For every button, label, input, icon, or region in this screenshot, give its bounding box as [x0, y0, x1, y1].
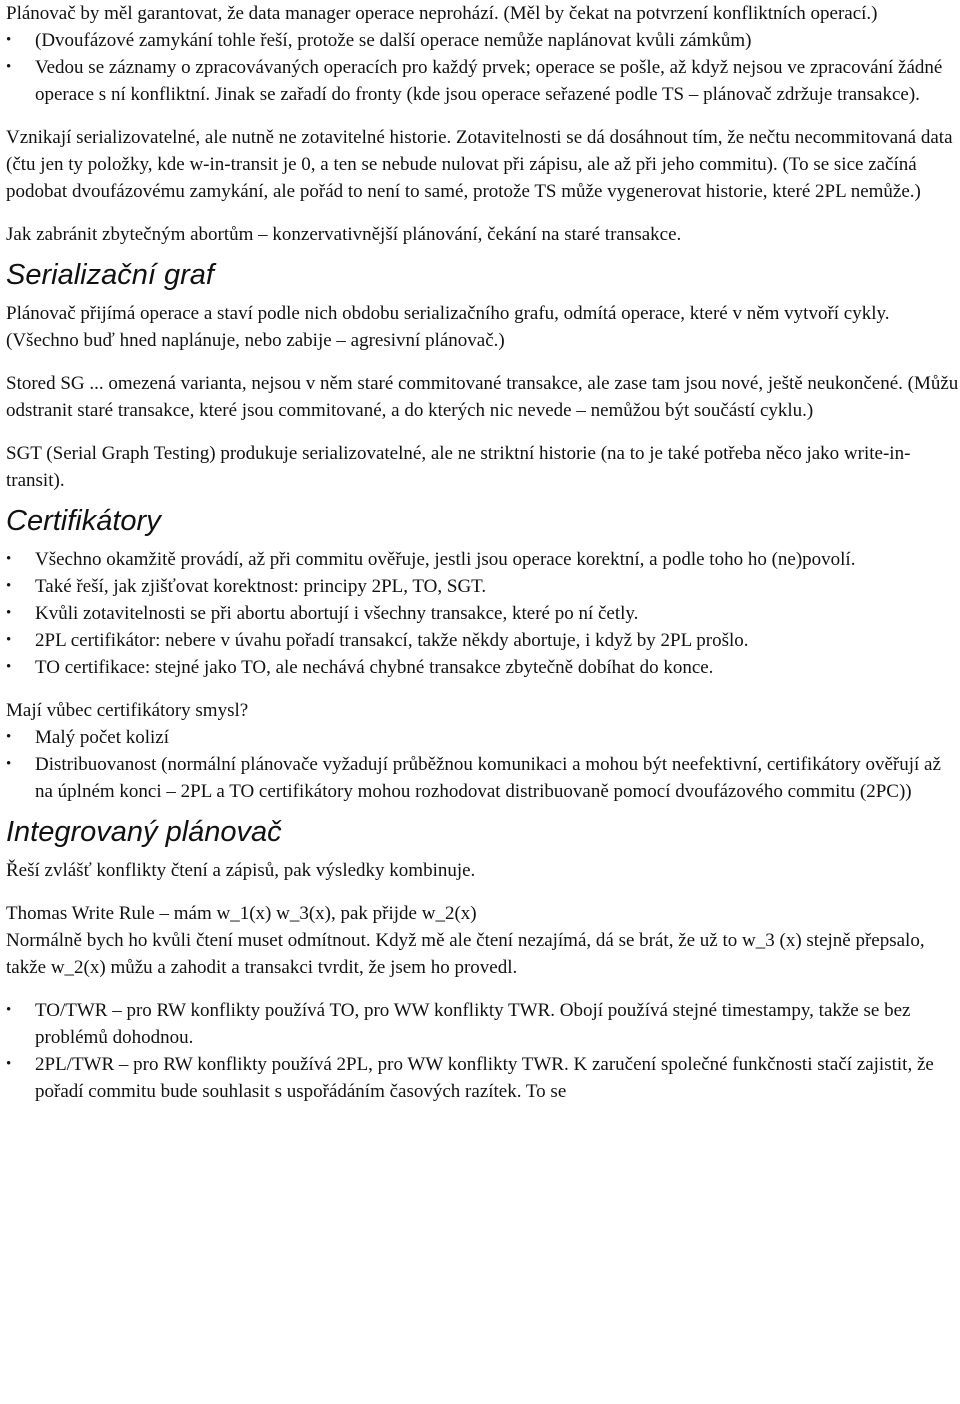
recoverability-paragraph: Vznikají serializovatelné, ale nutně ne zotavitelné historie. Zotavitelnosti se dá dosáhnout tím, že nečtu necommitovaná data (čtu jen ty položky, kde w-in-transit je 0, a ten se nebude nulovat při zápisu, ale až při jeho commitu). (To se sice začíná podobat dvoufázovému zamykání, ale pořád to není to samé, protože TS může vygenerovat historie, které 2PL nemůže.)	[6, 127, 953, 202]
integrated-paragraph: Řeší zvlášť konflikty čtení a zápisů, pak výsledky kombinuje.	[6, 860, 476, 881]
list-item: • 2PL certifikátor: nebere v úvahu pořadí transakcí, takže někdy abortuje, i když by 2PL prošlo.	[6, 627, 960, 654]
list-item: • Také řeší, jak zjišťovat korektnost: principy 2PL, TO, SGT.	[6, 573, 960, 600]
intro-bullet-list	[6, 27, 960, 108]
certifiers-answer-list	[6, 724, 960, 805]
integrated-bullet-list	[6, 997, 960, 1105]
thomas-write-rule-line: Thomas Write Rule – mám w_1(x) w_3(x), pak přijde w_2(x)	[6, 903, 477, 924]
section-heading-serialization-graph: Serializační graf	[6, 259, 214, 291]
list-item: • Malý počet kolizí	[6, 724, 960, 751]
sg-paragraph: Plánovač přijímá operace a staví podle nich obdobu serializačního grafu, odmítá operace, které v něm vytvoří cykly. (Všechno buď hned naplánuje, nebo zabije – agresivní plánovač.)	[6, 303, 890, 351]
list-item: • Distribuovanost (normální plánovače vyžadují průběžnou komunikaci a mohou být neefektivní, certifikátory ověřují až na úplném konci – 2PL a TO certifikátory mohou rozhodovat distribuovaně pomocí dvoufázového commitu (2PC))	[6, 751, 960, 805]
list-item: • Všechno okamžitě provádí, až při commitu ověřuje, jestli jsou operace korektní, a podle toho ho (ne)povolí.	[6, 546, 960, 573]
certifiers-question: Mají vůbec certifikátory smysl?	[6, 700, 249, 721]
intro-paragraph: Plánovač by měl garantovat, že data manager operace neprohází. (Měl by čekat na potvrzení konfliktních operací.)	[6, 3, 878, 24]
stored-sg-paragraph: Stored SG ... omezená varianta, nejsou v něm staré commitované transakce, ale zase tam jsou nové, ještě neukončené. (Můžu odstranit staré transakce, které jsou commitované, a do kterých nic nevede – nemůžou být součástí cyklu.)	[6, 373, 959, 421]
sgt-paragraph: SGT (Serial Graph Testing) produkuje serializovatelné, ale ne striktní historie (na to je také potřeba něco jako write-in-transit).	[6, 443, 911, 491]
list-item: • Vedou se záznamy o zpracovávaných operacích pro každý prvek; operace se pošle, až když nejsou ve zpracování žádné operace s ní konfliktní. Jinak se zařadí do fronty (kde jsou operace seřazené podle TS – plánovač zdržuje transakce).	[6, 54, 960, 108]
list-item: • TO certifikace: stejné jako TO, ale nechává chybné transakce zbytečně dobíhat do konce.	[6, 654, 960, 681]
section-heading-certifiers: Certifikátory	[6, 505, 161, 537]
list-item: • (Dvoufázové zamykání tohle řeší, protože se další operace nemůže naplánovat kvůli zámkům)	[6, 27, 960, 54]
thomas-write-rule-paragraph: Normálně bych ho kvůli čtení muset odmítnout. Když mě ale čtení nezajímá, dá se brát, že už to w_3 (x) stejně přepsalo, takže w_2(x) můžu a zahodit a transakci tvrdit, že jsem ho provedl.	[6, 930, 925, 978]
abort-prevention-paragraph: Jak zabránit zbytečným abortům – konzervativnější plánování, čekání na staré transakce.	[6, 224, 682, 245]
section-heading-integrated-scheduler: Integrovaný plánovač	[6, 816, 282, 848]
list-item: • TO/TWR – pro RW konflikty používá TO, pro WW konflikty TWR. Obojí používá stejné timestampy, takže se bez problémů dohodnou.	[6, 997, 960, 1051]
list-item: • 2PL/TWR – pro RW konflikty používá 2PL, pro WW konflikty TWR. K zaručení společné funkčnosti stačí zajistit, že pořadí commitu bude souhlasit s uspořádáním časových razítek. To se	[6, 1051, 960, 1105]
certifiers-bullet-list	[6, 546, 960, 681]
list-item: • Kvůli zotavitelnosti se při abortu abortují i všechny transakce, které po ní četly.	[6, 600, 960, 627]
